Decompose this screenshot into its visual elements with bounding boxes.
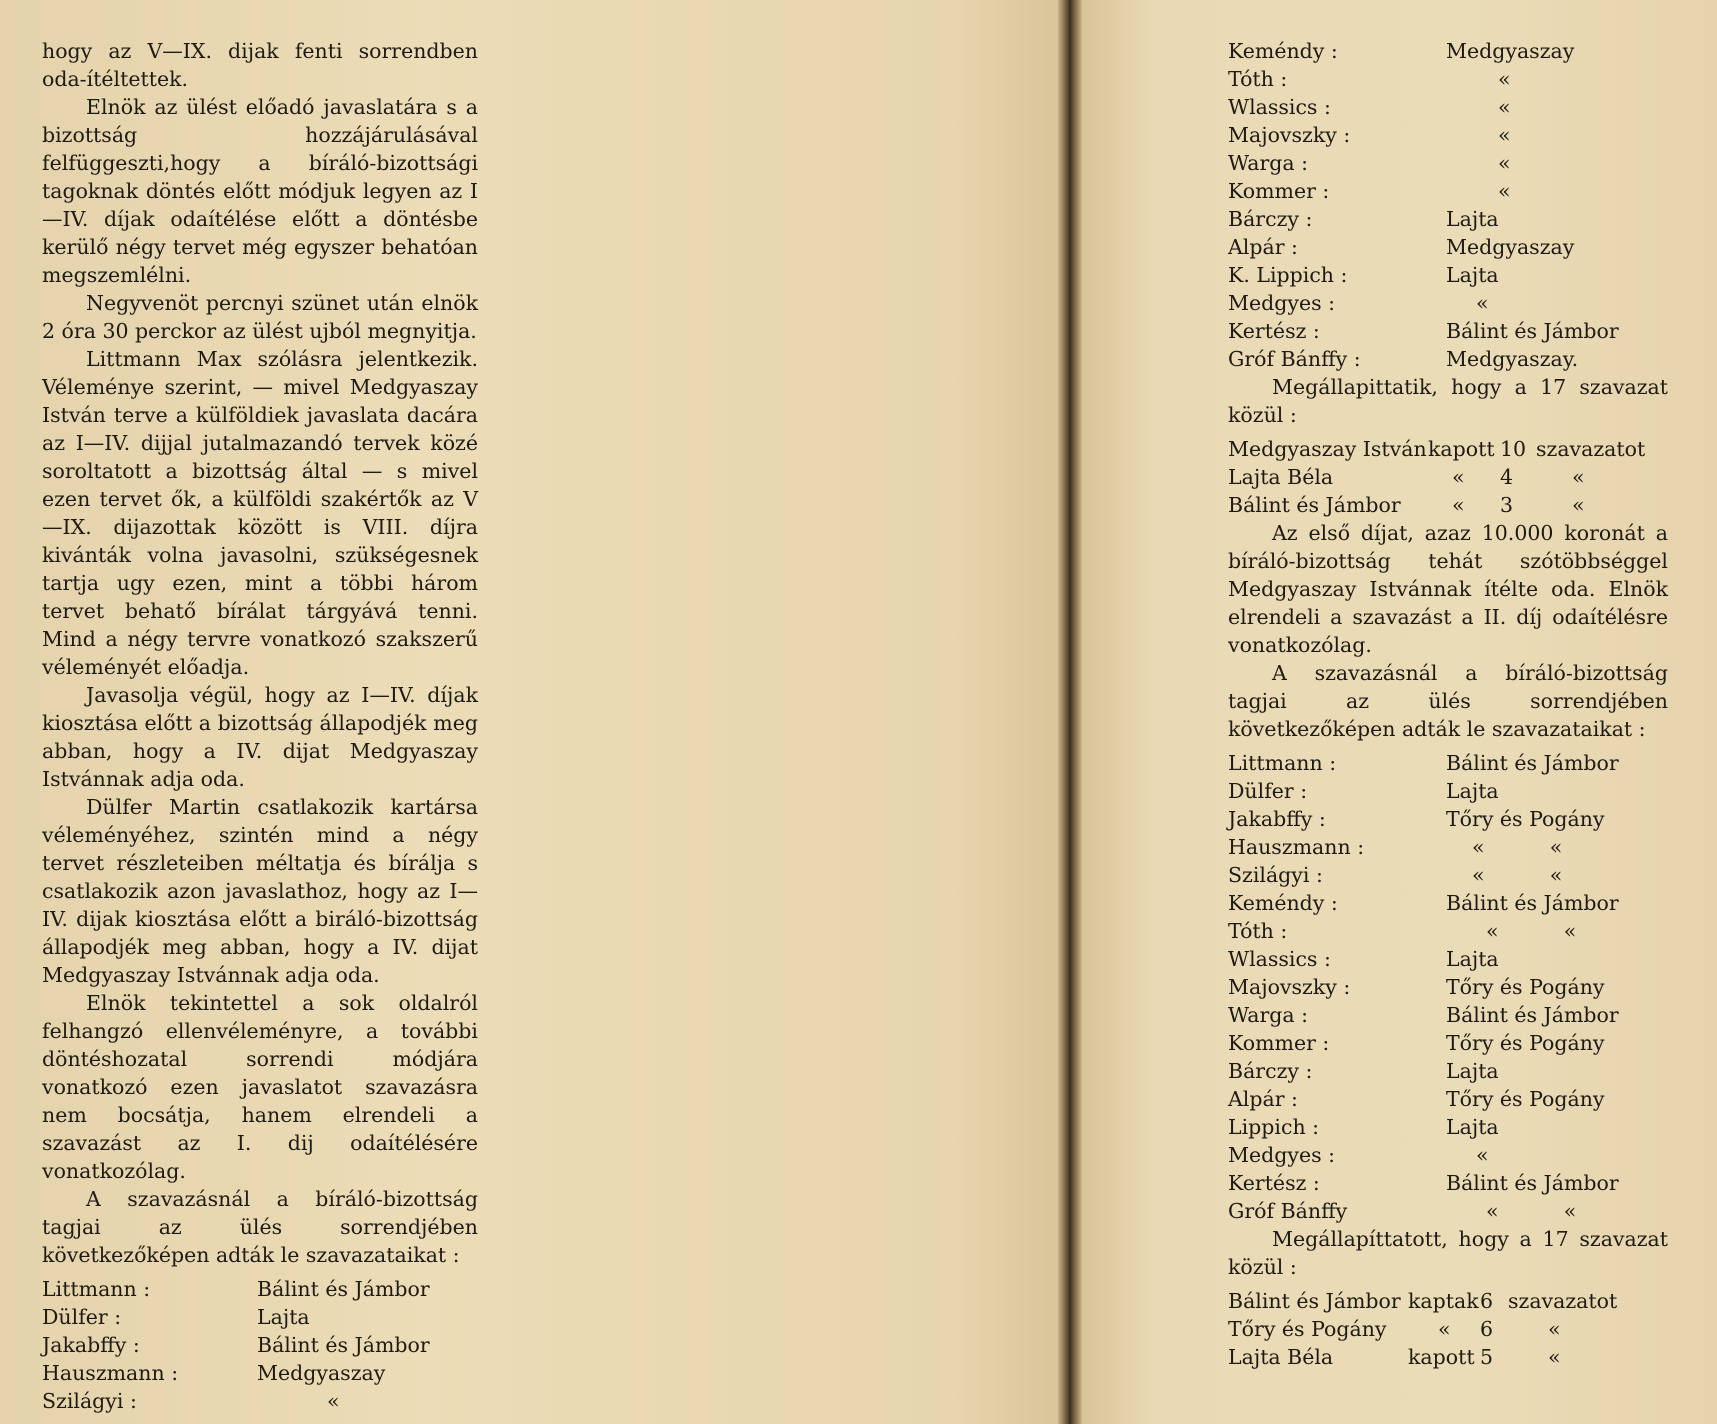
tally-count: 5 <box>1480 1345 1494 1369</box>
voter-name: Bárczy : <box>1228 1059 1313 1083</box>
voter-name: Szilágyi : <box>42 1389 137 1413</box>
tally-row <box>1228 463 1668 491</box>
vote-value: Medgyaszay <box>1446 235 1575 259</box>
vote-value: Tőry és Pogány <box>1446 1031 1605 1055</box>
paragraph: A szavazásnál a bíráló-bizottság tagjai az ülés sorrendjében következőképen adták le szavazataikat : <box>1228 661 1668 741</box>
voter-name: Kertész : <box>1228 1171 1320 1195</box>
voter-name: Littmann : <box>42 1277 151 1301</box>
vote-table-first-prize <box>1228 37 1668 373</box>
voter-name: Wlassics : <box>1228 95 1331 119</box>
tally-name: Bálint és Jámbor <box>1228 493 1401 517</box>
vote-row <box>1228 1001 1668 1029</box>
vote-value: Tőry és Pogány <box>1446 807 1605 831</box>
vote-value: Medgyaszay. <box>1446 347 1579 371</box>
tally-count: 3 <box>1500 493 1514 517</box>
vote-value: Bálint és Jámbor <box>257 1277 430 1301</box>
vote-row <box>1228 233 1668 261</box>
voter-name: Kommer : <box>1228 1031 1330 1055</box>
paragraph: Dülfer Martin csatlakozik kartársa véleményéhez, szintén mind a négy tervet részleteiben méltatja és bírálja s csatlakozik azon javaslathoz, hogy az I—IV. dijak kiosztása előtt a biráló-bizottság állapodjék meg abban, hogy a IV. dijat Medgyaszay Istvánnak adja oda. <box>42 795 478 987</box>
vote-row <box>42 1387 478 1415</box>
vote-value: Lajta <box>1446 263 1499 287</box>
voter-name: Tóth : <box>1228 67 1288 91</box>
tally-count: 4 <box>1500 465 1514 489</box>
tally-verb: kaptak <box>1408 1289 1479 1313</box>
voter-name: Wlassics : <box>1228 947 1331 971</box>
vote-value: Medgyaszay <box>257 1361 386 1385</box>
tally-unit: « <box>1572 465 1585 489</box>
vote-value: Bálint és Jámbor <box>1446 319 1619 343</box>
vote-row <box>42 1331 478 1359</box>
paragraph: Javasolja végül, hogy az I—IV. díjak kiosztása előtt a bizottság állapodjék meg abban, hogy a IV. dijat Medgyaszay Istvánnak adja oda. <box>42 683 478 791</box>
vote-row <box>1228 805 1668 833</box>
vote-value: Lajta <box>1446 779 1499 803</box>
voter-name: Keméndy : <box>1228 39 1338 63</box>
tally-row <box>1228 1315 1668 1343</box>
vote-value: Tőry és Pogány <box>1446 1087 1605 1111</box>
voter-name: Lippich : <box>1228 1115 1320 1139</box>
voter-name: Bárczy : <box>1228 207 1313 231</box>
vote-row <box>1228 121 1668 149</box>
vote-value: « <box>327 1389 340 1413</box>
vote-row <box>42 1359 478 1387</box>
voter-name: Kertész : <box>1228 319 1320 343</box>
tally-name: Lajta Béla <box>1228 465 1334 489</box>
tally-unit: szavazatot <box>1508 1289 1618 1313</box>
tally-second-prize <box>1228 1287 1668 1371</box>
vote-value: « « <box>1486 1199 1577 1223</box>
vote-value: « <box>1498 151 1511 175</box>
voter-name: Littmann : <box>1228 751 1337 775</box>
voter-name: Hauszmann : <box>1228 835 1365 859</box>
vote-row <box>1228 261 1668 289</box>
vote-row <box>1228 177 1668 205</box>
vote-row <box>1228 65 1668 93</box>
vote-value: « « <box>1472 835 1563 859</box>
voter-name: Jakabffy : <box>1228 807 1326 831</box>
tally-unit: szavazatot <box>1536 437 1646 461</box>
vote-row <box>1228 889 1668 917</box>
voter-name: Alpár : <box>1228 235 1298 259</box>
vote-value: Lajta <box>1446 947 1499 971</box>
voter-name: K. Lippich : <box>1228 263 1348 287</box>
paragraph: hogy az V—IX. dijak fenti sorrendben oda-ítéltettek. <box>42 39 478 91</box>
vote-row <box>42 1303 478 1331</box>
tally-unit: « <box>1548 1345 1561 1369</box>
vote-row <box>1228 1113 1668 1141</box>
vote-row <box>1228 345 1668 373</box>
tally-count: 10 <box>1500 437 1527 461</box>
voter-name: Medgyes : <box>1228 291 1336 315</box>
voter-name: Dülfer : <box>42 1305 122 1329</box>
left-text-column <box>42 37 478 1415</box>
vote-row <box>42 1275 478 1303</box>
vote-value: « « <box>1486 919 1577 943</box>
vote-row <box>1228 749 1668 777</box>
tally-verb: « <box>1438 1317 1451 1341</box>
right-text-column <box>1228 37 1668 1371</box>
vote-row <box>1228 917 1668 945</box>
tally-unit: « <box>1572 493 1585 517</box>
vote-table-left <box>42 1275 478 1415</box>
vote-value: Lajta <box>1446 207 1499 231</box>
vote-value: Tőry és Pogány <box>1446 975 1605 999</box>
vote-value: Lajta <box>1446 1059 1499 1083</box>
tally-row <box>1228 1287 1668 1315</box>
vote-value: Bálint és Jámbor <box>1446 751 1619 775</box>
vote-value: « <box>1498 67 1511 91</box>
voter-name: Tóth : <box>1228 919 1288 943</box>
tally-count: 6 <box>1480 1317 1494 1341</box>
vote-value: « <box>1498 179 1511 203</box>
vote-row <box>1228 1197 1668 1225</box>
vote-value: Bálint és Jámbor <box>257 1333 430 1357</box>
vote-row <box>1228 777 1668 805</box>
tally-verb: kapott <box>1408 1345 1475 1369</box>
vote-row <box>1228 973 1668 1001</box>
voter-name: Majovszky : <box>1228 975 1351 999</box>
vote-value: Lajta <box>257 1305 310 1329</box>
paragraph: Az első díjat, azaz 10.000 koronát a bíráló-bizottság tehát szótöbbséggel Medgyaszay Istvánnak ítélte oda. Elnök elrendeli a szavazást a II. díj odaítélésre vonatkozólag. <box>1228 521 1668 657</box>
vote-value: Bálint és Jámbor <box>1446 891 1619 915</box>
tally-count: 6 <box>1480 1289 1494 1313</box>
vote-value: Medgyaszay <box>1446 39 1575 63</box>
vote-row <box>1228 1169 1668 1197</box>
vote-row <box>1228 289 1668 317</box>
vote-row <box>1228 37 1668 65</box>
tally-row <box>1228 1343 1668 1371</box>
vote-row <box>1228 833 1668 861</box>
voter-name: Gróf Bánffy <box>1228 1199 1348 1223</box>
vote-value: « <box>1476 291 1489 315</box>
vote-row <box>1228 205 1668 233</box>
tally-verb: kapott <box>1428 437 1495 461</box>
voter-name: Warga : <box>1228 1003 1309 1027</box>
vote-value: « <box>1498 123 1511 147</box>
vote-row <box>1228 945 1668 973</box>
voter-name: Jakabffy : <box>42 1333 140 1357</box>
voter-name: Hauszmann : <box>42 1361 179 1385</box>
vote-value: « <box>1476 1143 1489 1167</box>
tally-row <box>1228 491 1668 519</box>
voter-name: Warga : <box>1228 151 1309 175</box>
vote-row <box>1228 861 1668 889</box>
tally-name: Lajta Béla <box>1228 1345 1334 1369</box>
voter-name: Alpár : <box>1228 1087 1298 1111</box>
vote-row <box>1228 1141 1668 1169</box>
voter-name: Medgyes : <box>1228 1143 1336 1167</box>
vote-value: Bálint és Jámbor <box>1446 1003 1619 1027</box>
tally-name: Medgyaszay István <box>1228 437 1427 461</box>
vote-value: Lajta <box>1446 1115 1499 1139</box>
vote-value: « « <box>1472 863 1563 887</box>
tally-name: Tőry és Pogány <box>1228 1317 1387 1341</box>
voter-name: Keméndy : <box>1228 891 1338 915</box>
vote-row <box>1228 1057 1668 1085</box>
vote-row <box>1228 1085 1668 1113</box>
paragraph: A szavazásnál a bíráló-bizottság tagjai az ülés sorrendjében következőképen adták le szavazataikat : <box>42 1187 478 1267</box>
vote-row <box>1228 1029 1668 1057</box>
paragraph: Elnök tekintettel a sok oldalról felhangzó ellenvéleményre, a további döntéshozatal sorrendi módjára vonatkozó ezen javaslatot szavazásra nem bocsátja, hanem elrendeli a szavazást az I. dij odaítélésére vonatkozólag. <box>42 991 478 1183</box>
paragraph: Negyvenöt percnyi szünet után elnök 2 óra 30 perckor az ülést ujból megnyitja. <box>42 291 478 343</box>
vote-row <box>1228 149 1668 177</box>
tally-unit: « <box>1548 1317 1561 1341</box>
paragraph: Megállapíttatott, hogy a 17 szavazat közül : <box>1228 1227 1668 1279</box>
tally-row <box>1228 435 1668 463</box>
tally-name: Bálint és Jámbor <box>1228 1289 1401 1313</box>
tally-first-prize <box>1228 435 1668 519</box>
voter-name: Dülfer : <box>1228 779 1308 803</box>
voter-name: Kommer : <box>1228 179 1330 203</box>
vote-value: Bálint és Jámbor <box>1446 1171 1619 1195</box>
vote-value: « <box>1498 95 1511 119</box>
tally-verb: « <box>1452 493 1465 517</box>
voter-name: Gróf Bánffy : <box>1228 347 1361 371</box>
voter-name: Majovszky : <box>1228 123 1351 147</box>
vote-row <box>1228 93 1668 121</box>
vote-table-second-prize <box>1228 749 1668 1225</box>
paragraph: Littmann Max szólásra jelentkezik. Véleménye szerint, — mivel Medgyaszay István terve a külföldiek javaslata dacára az I—IV. dijjal jutalmazandó tervek közé soroltatott a bizottság által — s mivel ezen tervet ők, a külföldi szakértők az V—IX. dijazottak között is VIII. díjra kivánták volna javasolni, szükségesnek tartja ugy ezen, mint a többi három tervet behatő bírálat tárgyává tenni. Mind a négy tervre vonatkozó szakszerű véleményét előadja. <box>42 347 478 679</box>
vote-row <box>1228 317 1668 345</box>
paragraph: Elnök az ülést előadó javaslatára s a bizottság hozzájárulásával felfüggeszti,hogy a bíráló-bizottsági tagoknak döntés előtt módjuk legyen az I—IV. díjak odaítélése előtt a döntésbe kerülő négy tervet még egyszer behatóan megszemlélni. <box>42 95 478 287</box>
book-gutter <box>1058 0 1082 1424</box>
paragraph: Megállapittatik, hogy a 17 szavazat közül : <box>1228 375 1668 427</box>
tally-verb: « <box>1452 465 1465 489</box>
voter-name: Szilágyi : <box>1228 863 1323 887</box>
